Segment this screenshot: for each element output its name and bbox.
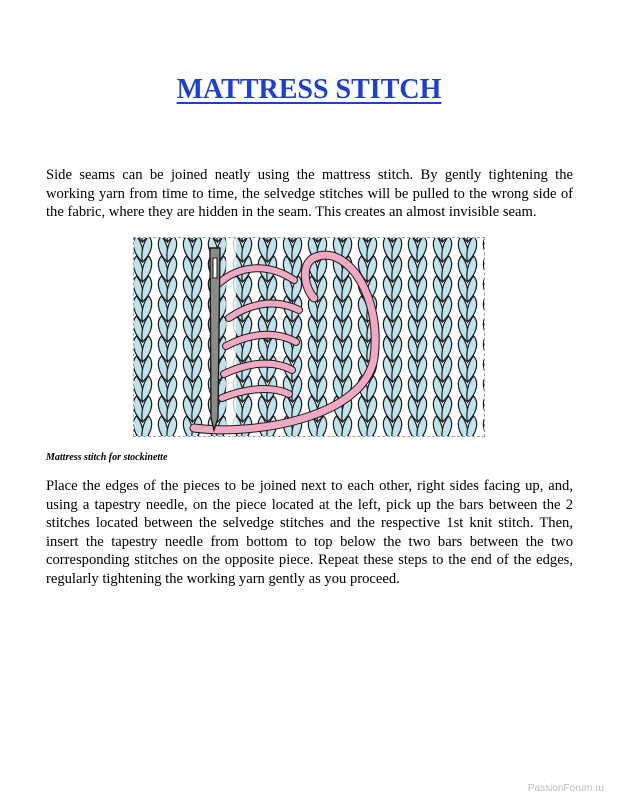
watermark: PassionForum.ru — [527, 783, 604, 794]
seam-gap — [226, 238, 236, 436]
instructions-paragraph: Place the edges of the pieces to be joined next to each other, right sides facing up, and, using a tapestry needle, on the piece located at the left, pick up the bars between the 2 stitches located between the selvedge stitches and the respective 1st knit stitch. Then, insert the tapestry needle from bottom to top below the two bars between the two corresponding stitches on the opposite piece. Repeat these steps to the end of the edges, regularly tightening the working yarn gently as you proceed. — [46, 478, 573, 587]
knit-stitch-loop — [483, 316, 484, 342]
knit-stitch-loop — [483, 276, 484, 302]
needle-eye — [213, 258, 217, 278]
knit-stitch-loop — [483, 238, 484, 262]
knit-stitch-loop — [483, 296, 484, 322]
knit-stitch-loop — [483, 396, 484, 422]
knit-stitch-loop — [483, 356, 484, 382]
knit-stitch-loop — [483, 416, 484, 436]
page-title: MATTRESS STITCH — [176, 74, 442, 105]
mattress-stitch-illustration-icon — [134, 238, 484, 436]
figure-caption: Mattress stitch for stockinette — [46, 452, 168, 463]
mattress-stitch-figure — [133, 237, 485, 437]
knit-stitch-loop — [483, 376, 484, 402]
intro-paragraph: Side seams can be joined neatly using the mattress stitch. By gently tightening the working yarn from time to time, the selvedge stitches will be pulled to the wrong side of the fabric, where they are hidden in the seam. This creates an almost invisible seam. — [46, 167, 573, 220]
knit-stitch-loop — [483, 336, 484, 362]
knit-stitch-loop — [483, 256, 484, 282]
